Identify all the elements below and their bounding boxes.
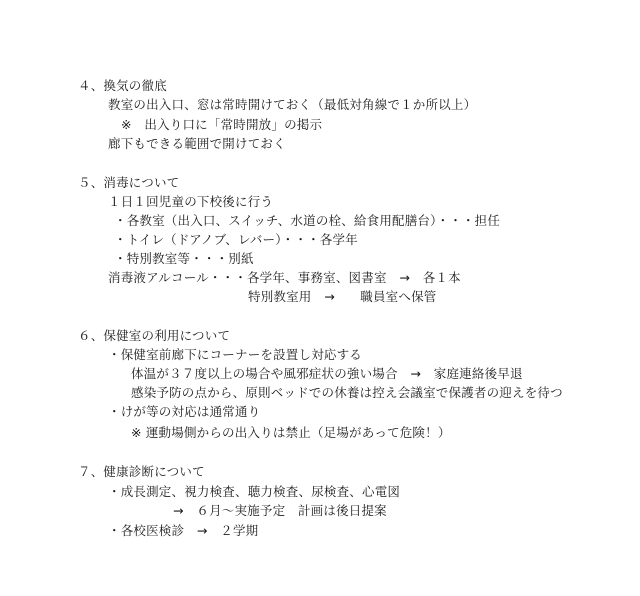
list-item: ・保健室前廊下にコーナーを設置し対応する (108, 347, 363, 362)
section-heading: ４、換気の徹底 (78, 78, 167, 93)
text-line: ※ 運動場側からの出入りは禁止（足場があって危険！） (131, 425, 451, 440)
list-item: ・各教室（出入口、スイッチ、水道の栓、給食用配膳台）・・・担任 (114, 213, 501, 228)
section-heading: ７、健康診断について (78, 464, 205, 479)
section-heading: ５、消毒について (78, 175, 180, 190)
text-line: 特別教室用 → 職員室へ保管 (248, 289, 437, 304)
list-item: ・トイレ（ドアノブ、レバー）・・・各学年 (114, 232, 358, 247)
list-item: ・各校医検診 → ２学期 (108, 523, 259, 538)
text-line: 消毒液アルコール・・・各学年、事務室、図書室 → 各１本 (108, 270, 461, 285)
section-heading: ６、保健室の利用について (78, 328, 231, 343)
list-item: ・特別教室等・・・別紙 (114, 251, 254, 266)
text-line: ※ 出入り口に「常時開放」の掲示 (121, 117, 323, 132)
text-line: 教室の出入口、窓は常時開けておく（最低対角線で１か所以上） (108, 97, 477, 112)
text-line: 感染予防の点から、原則ベッドでの休養は控え会議室で保護者の迎えを待つ (131, 385, 563, 400)
text-line: 廊下もできる範囲で開けておく (108, 136, 286, 151)
list-item: ・成長測定、視力検査、聴力検査、尿検査、心電図 (108, 484, 401, 499)
text-line: → ６月～実施予定 計画は後日提案 (173, 503, 387, 518)
text-line: 体温が３７度以上の場合や風邪症状の強い場合 → 家庭連絡後早退 (131, 366, 523, 381)
text-line: １日１回児童の下校後に行う (108, 194, 274, 209)
list-item: ・けが等の対応は通常通り (108, 404, 261, 419)
